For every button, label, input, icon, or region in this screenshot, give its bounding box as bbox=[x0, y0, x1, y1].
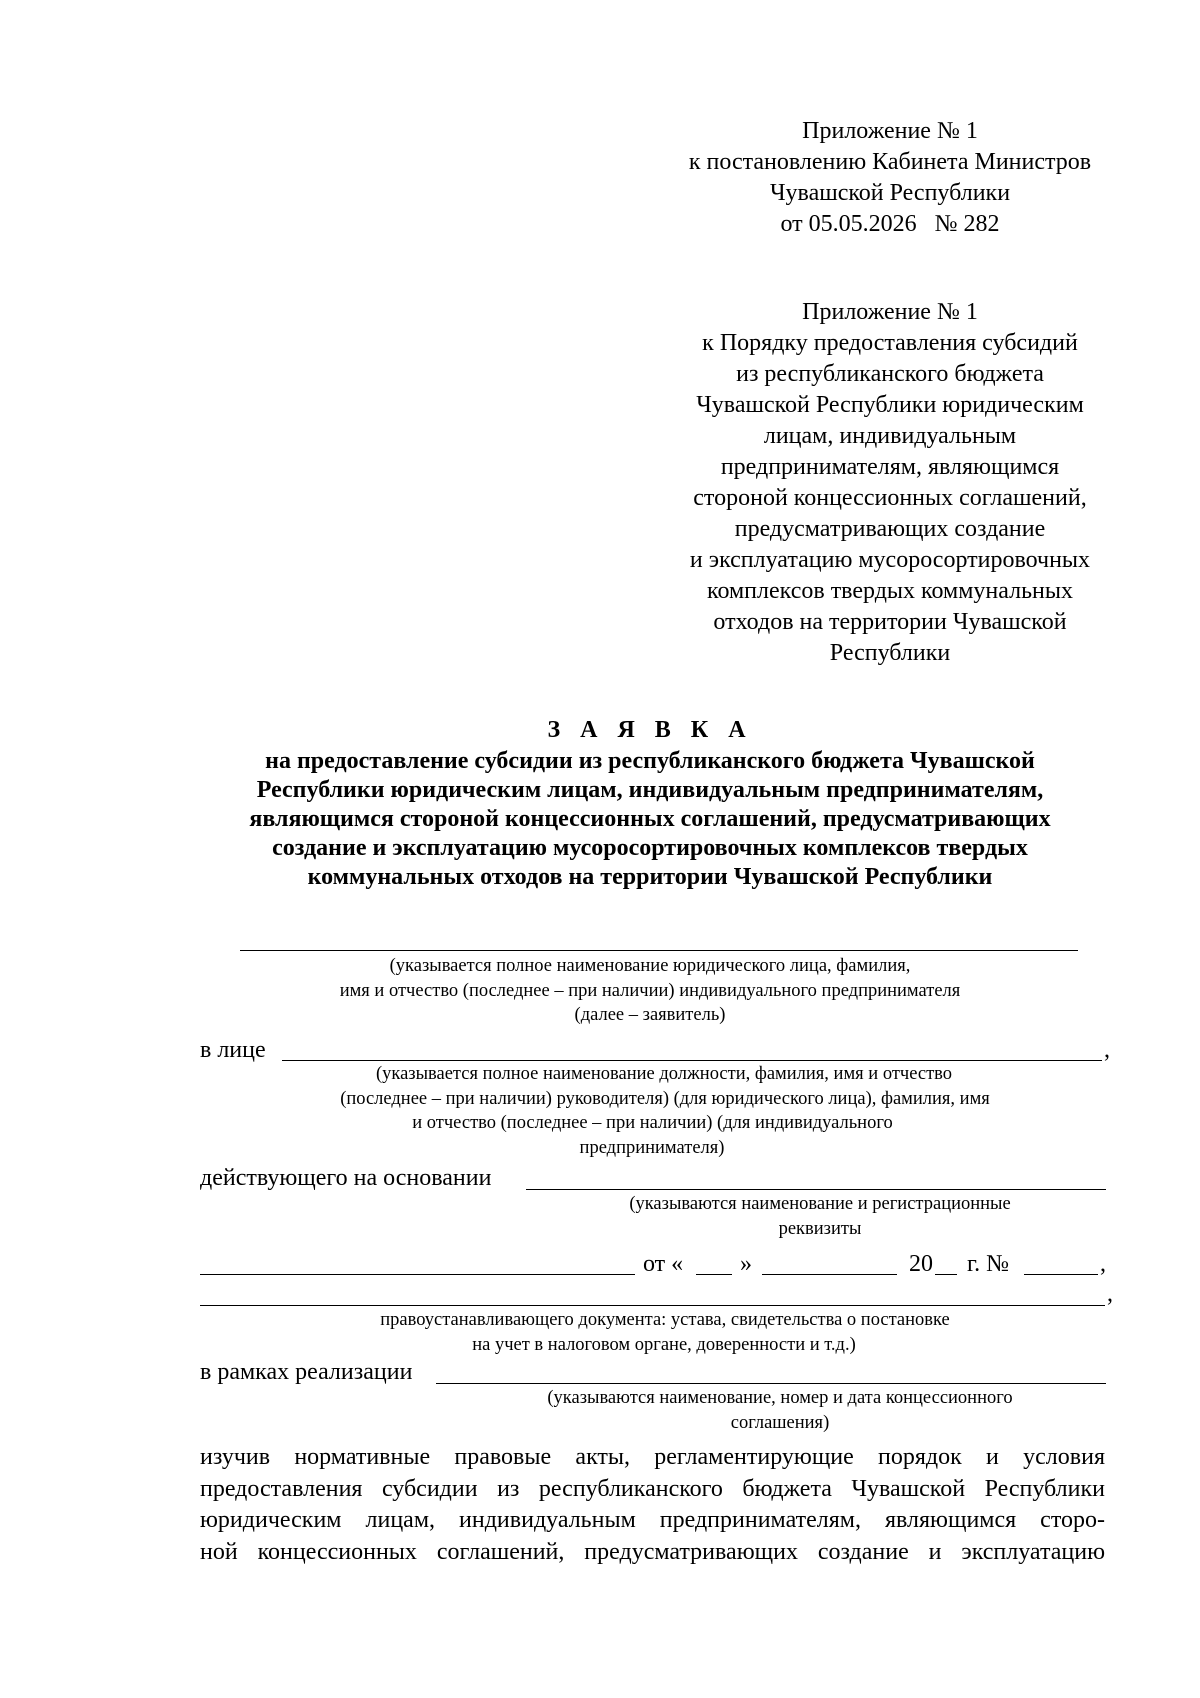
appendix-order-line: предусматривающих создание bbox=[734, 516, 1046, 542]
represented-by-label: в лице bbox=[200, 1037, 266, 1063]
body-paragraph bbox=[200, 1442, 1105, 1568]
appendix-order-line: лицам, индивидуальным bbox=[763, 423, 1017, 449]
document-details-field[interactable] bbox=[200, 1305, 1105, 1306]
number-comma: , bbox=[1100, 1251, 1106, 1277]
date-close-quote: » bbox=[740, 1251, 752, 1277]
appendix-order-line: Чувашской Республики юридическим bbox=[696, 392, 1084, 418]
appendix-order-line: и эксплуатацию мусоросортировочных bbox=[689, 547, 1091, 573]
document-caption: правоустанавливающего документа: устава, свидетельства о постановке на учет в налоговом органе, доверенности и т.д.) bbox=[380, 1310, 950, 1355]
appendix-decree-line-3: Чувашской Республики bbox=[769, 180, 1011, 206]
appendix-order-line: отходов на территории Чувашской bbox=[713, 609, 1067, 635]
body-line: изучив нормативные правовые акты, регламентирующие порядок и условия bbox=[200, 1444, 1105, 1470]
year-prefix: 20 bbox=[909, 1251, 933, 1277]
acting-basis-caption: (указываются наименование и регистрационные реквизиты bbox=[629, 1194, 1011, 1239]
appendix-order-line: предпринимателям, являющимся bbox=[720, 454, 1060, 480]
implementation-field[interactable] bbox=[436, 1383, 1106, 1384]
appendix-order-line: комплексов твердых коммунальных bbox=[707, 578, 1073, 604]
date-month-field[interactable] bbox=[762, 1274, 897, 1275]
body-line: ной концессионных соглашений, предусматривающих создание и эксплуатацию bbox=[200, 1538, 1105, 1565]
appendix-order-line: из республиканского бюджета bbox=[736, 361, 1044, 387]
application-title-line: Республики юридическим лицам, индивидуальным предпринимателям, bbox=[256, 777, 1044, 803]
represented-by-caption: (указывается полное наименование должности, фамилия, имя и отчество (последнее – при наличии) руководителя) (для юридического лица), фамилия, имя и отчество (последнее – при наличии) (для индивидуального предпринимателя) bbox=[340, 1064, 990, 1158]
implementation-caption: (указываются наименование, номер и дата концессионного соглашения) bbox=[547, 1388, 1013, 1433]
appendix-order-line: стороной концессионных соглашений, bbox=[693, 485, 1087, 511]
appendix-decree-line-2: к постановлению Кабинета Министров bbox=[688, 149, 1092, 175]
year-suffix: г. № bbox=[967, 1251, 1010, 1277]
implementation-label: в рамках реализации bbox=[200, 1359, 413, 1385]
appendix-order-line: Республики bbox=[829, 640, 951, 666]
appendix-decree-line-4: от 05.05.2026 № 282 bbox=[780, 211, 1000, 237]
body-line: предоставления субсидии из республиканского бюджета Чувашской Республики bbox=[200, 1475, 1105, 1502]
application-title bbox=[200, 716, 1100, 892]
appendix-order-line: Приложение № 1 bbox=[802, 299, 978, 325]
acting-basis-field[interactable] bbox=[526, 1189, 1106, 1190]
appendix-order-line: к Порядку предоставления субсидий bbox=[702, 330, 1078, 356]
document-number-field[interactable] bbox=[1024, 1274, 1098, 1275]
applicant-name-caption: (указывается полное наименование юридического лица, фамилия, имя и отчество (последнее – при наличии) индивидуального предпринимателя (далее – заявитель) bbox=[339, 956, 961, 1025]
application-title-line: создание и эксплуатацию мусоросортировочных комплексов твердых bbox=[272, 835, 1028, 861]
date-from-label: от « bbox=[643, 1251, 684, 1277]
represented-by-field[interactable] bbox=[282, 1060, 1102, 1061]
acting-basis-label: действующего на основании bbox=[200, 1165, 492, 1191]
document-name-field[interactable] bbox=[200, 1274, 635, 1275]
appendix-decree-header bbox=[660, 116, 1120, 240]
date-year-field[interactable] bbox=[935, 1274, 957, 1275]
date-day-field[interactable] bbox=[696, 1274, 732, 1275]
applicant-name-field[interactable] bbox=[240, 950, 1078, 951]
appendix-decree-line-1: Приложение № 1 bbox=[802, 118, 978, 144]
application-title-line: коммунальных отходов на территории Чувашской Республики bbox=[307, 864, 993, 890]
represented-by-comma: , bbox=[1104, 1037, 1110, 1063]
application-heading: З А Я В К А bbox=[547, 717, 753, 743]
body-line: юридическим лицам, индивидуальным предпринимателям, являющимся сторо- bbox=[200, 1507, 1105, 1533]
application-title-line: на предоставление субсидии из республиканского бюджета Чувашской bbox=[265, 748, 1035, 774]
appendix-order-header bbox=[660, 297, 1120, 669]
document-details-comma: , bbox=[1107, 1281, 1113, 1307]
application-title-line: являющимся стороной концессионных соглашений, предусматривающих bbox=[249, 806, 1051, 832]
